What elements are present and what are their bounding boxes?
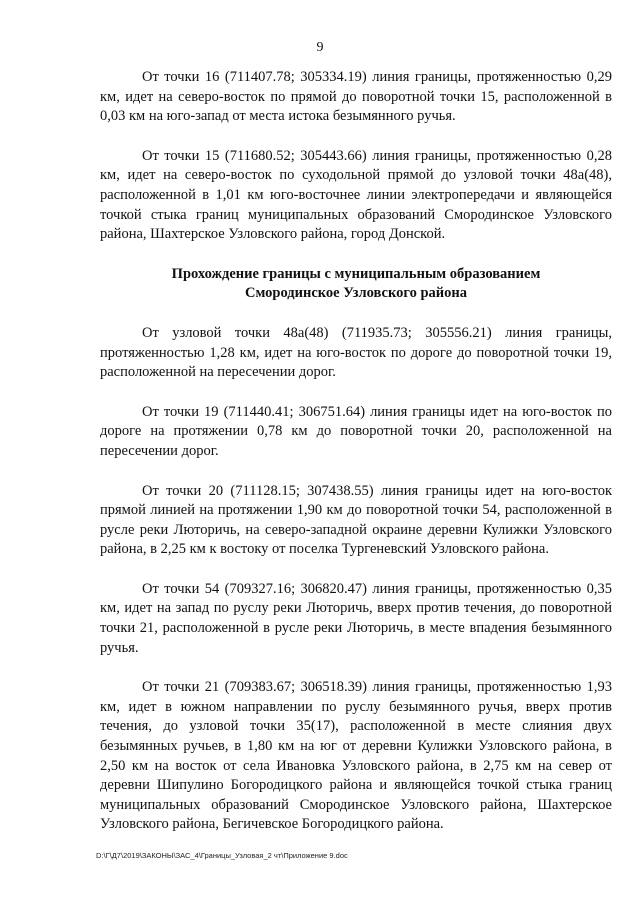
paragraph-point-15: От точки 15 (711680.52; 305443.66) линия границы, протяженностью 0,28 км, идет на северо-восток по суходольной прямой до узловой точки 48а(48), расположенной в 1,01 км юго-восточнее линии электропередачи и являющейся точкой стыка границ муниципальных образований Смородинское Узловского района, Шахтерское Узловского района, город Донской. [100, 147, 612, 243]
footer-file-path: D:\Г\Д7\2019\ЗАКОНЫ\ЗАС_4\Границы_Узловая_2 чт\Приложение 9.doc [96, 851, 348, 860]
paragraph-point-54: От точки 54 (709327.16; 306820.47) линия границы, протяженностью 0,35 км, идет на запад по руслу реки Люторичь, вверх против течения, до поворотной точки 21, расположенной в русле реки Люторичь, в месте впадения безымянного ручья. [100, 580, 612, 656]
paragraph-point-19: От точки 19 (711440.41; 306751.64) линия границы идет на юго-восток по дороге на протяжении 0,78 км до поворотной точки 20, расположенной на пересечении дорог. [100, 403, 612, 459]
paragraph-point-20: От точки 20 (711128.15; 307438.55) линия границы идет на юго-восток прямой линией на протяжении 1,90 км до поворотной точки 54, расположенной в русле реки Люторичь, на северо-западной окраине деревни Кулижки Узловского района, в 2,25 км к востоку от поселка Тургеневский Узловского района. [100, 482, 612, 558]
section-heading [100, 265, 612, 304]
section-heading-line-2: Смородинское Узловского района [244, 285, 468, 302]
paragraph-point-21: От точки 21 (709383.67; 306518.39) линия границы, протяженностью 1,93 км, идет в южном направлении по руслу безымянного ручья, вверх против течения, до узловой точки 35(17), расположенной в месте слияния двух безымянных ручьев, в 1,80 км на юг от деревни Кулижки Узловского района, в 2,50 км на восток от села Ивановка Узловского района, в 2,75 км на север от деревни Шипулино Богородицкого района и являющейся точкой стыка границ муниципальных образований Смородинское Узловского района, Шахтерское Узловского района, Бегичевское Богородицкого района. [100, 679, 612, 833]
page-number: 9 [316, 40, 324, 55]
section-heading-line-1: Прохождение границы с муниципальным образованием [171, 265, 541, 282]
paragraph-point-16: От точки 16 (711407.78; 305334.19) линия границы, протяженностью 0,29 км, идет на северо-восток по прямой до поворотной точки 15, расположенной в 0,03 км на юго-запад от места истока безымянного ручья. [100, 69, 612, 125]
paragraph-point-48a: От узловой точки 48а(48) (711935.73; 305556.21) линия границы, протяженностью 1,28 км, идет на юго-восток по дороге до поворотной точки 19, расположенной на пересечении дорог. [100, 324, 612, 381]
document-body [100, 68, 612, 855]
